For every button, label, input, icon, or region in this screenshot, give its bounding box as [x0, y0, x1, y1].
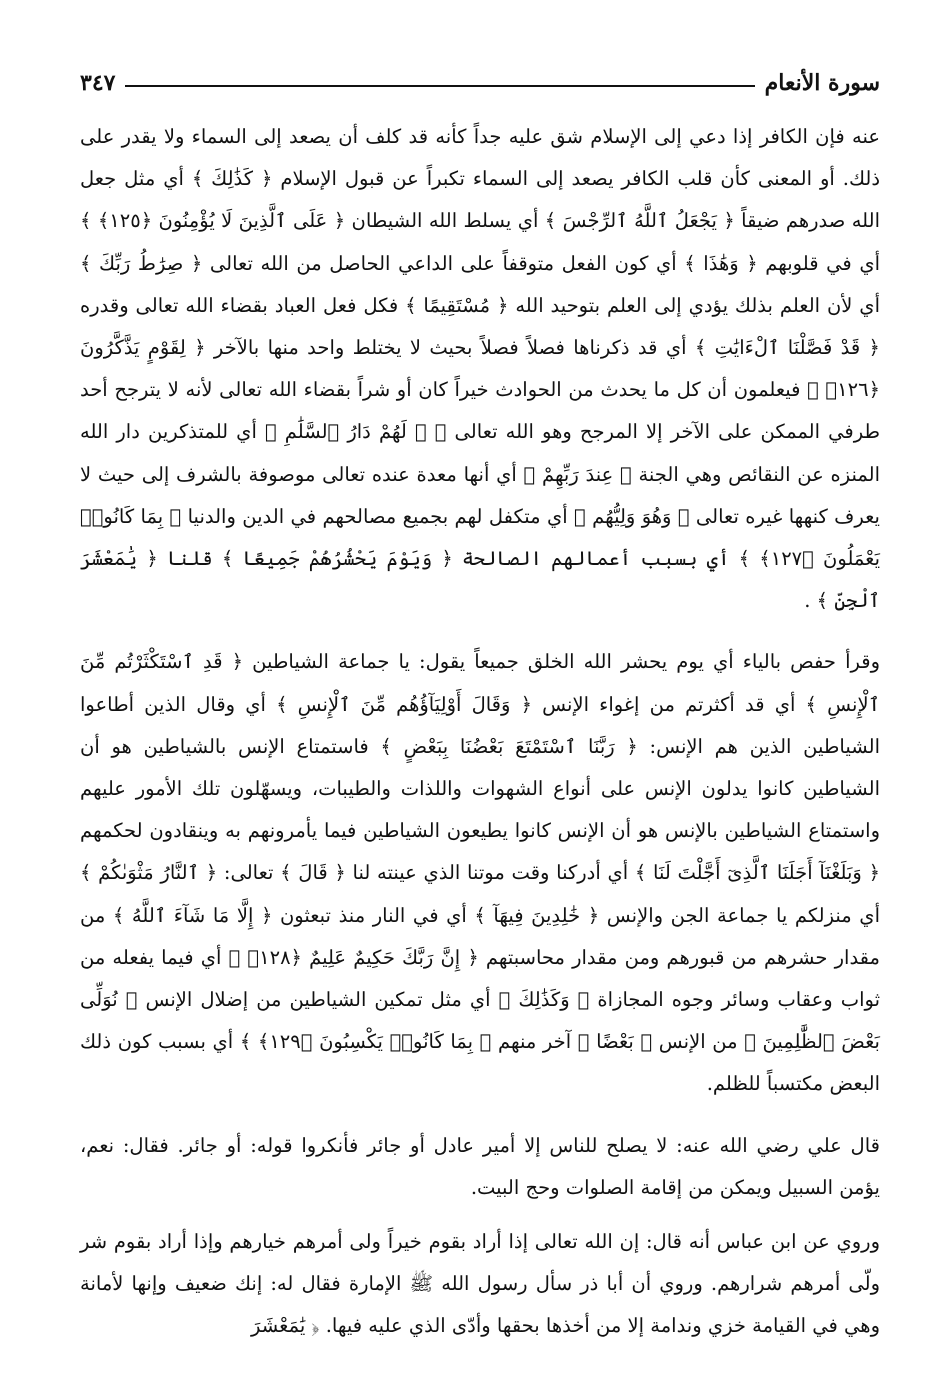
page-header: [80, 52, 880, 96]
paragraph: عنه فإن الكافر إذا دعي إلى الإسلام شق عليه جداً كأنه قد كلف أن يصعد إلى السماء ولا يقدر على ذلك. أو المعنى كأن قلب الكافر يصعد إلى السماء تكبراً عن قبول الإسلام ﴿ كَذَٰلِكَ ﴾ أي مثل جعل الله صدرهم ضيقاً ﴿ يَجْعَلُ ٱللَّهُ ٱلرِّجْسَ ﴾ أي يسلط الله الشيطان ﴿ عَلَى ٱلَّذِينَ لَا يُؤْمِنُونَ ﴿١٢٥﴾ ﴾ أي في قلوبهم ﴿ وَهَٰذَا ﴾ أي كون الفعل متوقفاً على الداعي الحاصل من الله تعالى ﴿ صِرَٰطُ رَبِّكَ ﴾ أي لأن العلم بذلك يؤدي إلى العلم بتوحيد الله ﴿ مُسْتَقِيمًا ﴾ فكل فعل العباد بقضاء الله تعالى وقدره ﴿ قَدْ فَصَّلْنَا ٱلْءَايَٰتِ ﴾ أي قد ذكرناها فصلاً فصلاً بحيث لا يختلط واحد منها بالآخر ﴿ لِقَوْمٍ يَذَّكَّرُونَ ﴿١٢٦﴾ ﴾ فيعلمون أن كل ما يحدث من الحوادث خيراً كان أو شراً بقضاء الله تعالى لأنه لا يترجح أحد طرفي الممكن على الآخر إلا المرجح وهو الله تعالى ﴿ ۞ لَهُمْ دَارُ ٱلسَّلَٰمِ ﴾ أي للمتذكرين دار الله المنزه عن النقائص وهي الجنة ﴿ عِندَ رَبِّهِمْ ﴾ أي أنها معدة عنده تعالى موصوفة بالشرف إلى حيث لا يعرف كنهها غيره تعالى ﴿ وَهُوَ وَلِيُّهُم ﴾ أي متكفل لهم بجميع مصالحهم في الدين والدنيا ﴿ بِمَا كَانُوا۟ يَعْمَلُونَ ﴿١٢٧﴾ ﴾ أي بسبب أعمالهم الصالحة ﴿ وَيَوْمَ يَحْشُرُهُمْ جَمِيعًا ﴾ قلنا ﴿ يَٰمَعْشَرَ ٱلْجِنِّ ﴾ .: [80, 125, 881, 613]
header-rule: [125, 85, 754, 87]
paragraph: قال علي رضي الله عنه: لا يصلح للناس إلا أمير عادل أو جائر فأنكروا قوله: أو جائر. فقال: نعم، يؤمن السبيل ويمكن من إقامة الصلوات وحج البيت.: [80, 1133, 880, 1199]
surah-title: سورة الأنعام: [764, 70, 880, 96]
page-body: [80, 116, 880, 1348]
paragraph: وقرأ حفص بالياء أي يوم يحشر الله الخلق جميعاً يقول: يا جماعة الشياطين ﴿ قَدِ ٱسْتَكْثَرْتُم مِّنَ ٱلْإِنسِ ﴾ أي قد أكثرتم من إغواء الإنس ﴿ وَقَالَ أَوْلِيَآؤُهُم مِّنَ ٱلْإِنسِ ﴾ أي وقال الذين أطاعوا الشياطين الذين هم الإنس: ﴿ رَبَّنَا ٱسْتَمْتَعَ بَعْضُنَا بِبَعْضٍ ﴾ فاستمتاع الإنس بالشياطين هو أن الشياطين كانوا يدلون الإنس على أنواع الشهوات واللذات والطيبات، ويسهّلون تلك الأمور عليهم واستمتاع الشياطين بالإنس هو أن الإنس كانوا يطيعون الشياطين فيما يأمرونهم به وينقادون لحكمهم ﴿ وَبَلَغْنَآ أَجَلَنَا ٱلَّذِىٓ أَجَّلْتَ لَنَا ﴾ أي أدركنا وقت موتنا الذي عينته لنا ﴿ قَالَ ﴾ تعالى: ﴿ ٱلنَّارُ مَثْوَىٰكُمْ ﴾ أي منزلكم يا جماعة الجن والإنس ﴿ خَٰلِدِينَ فِيهَآ ﴾ أي في النار منذ تبعثون ﴿ إِلَّا مَا شَآءَ ٱللَّهُ ﴾ من مقدار حشرهم من قبورهم ومن مقدار محاسبتهم ﴿ إِنَّ رَبَّكَ حَكِيمٌ عَلِيمٌ ﴿١٢٨﴾ ﴾ أي فيما يفعله من ثواب وعقاب وسائر وجوه المجازاة ﴿ وَكَذَٰلِكَ ﴾ أي مثل تمكين الشياطين من إضلال الإنس ﴿ نُوَلِّى بَعْضَ ٱلظَّٰلِمِينَ ﴾ من الإنس ﴿ بَعْضًا ﴾ آخر منهم ﴿ بِمَا كَانُوا۟ يَكْسِبُونَ ﴿١٢٩﴾ ﴾ أي بسبب كون ذلك البعض مكتسباً للظلم.: [80, 650, 880, 1096]
paragraph: وروي عن ابن عباس أنه قال: إن الله تعالى إذا أراد بقوم خيراً ولى أمرهم خيارهم وإذا أراد بقوم شر ولّى أمرهم شرارهم. وروي أن أبا ذر سأل رسول الله ﷺ الإمارة فقال له: إنك ضعيف وإنها لأمانة وهي في القيامة خزي وندامة إلا من أخذها بحقها وأدّى الذي عليه فيها. ﴿ يَٰمَعْشَرَ: [80, 1230, 880, 1338]
page-number: ٣٤٧: [80, 70, 116, 96]
